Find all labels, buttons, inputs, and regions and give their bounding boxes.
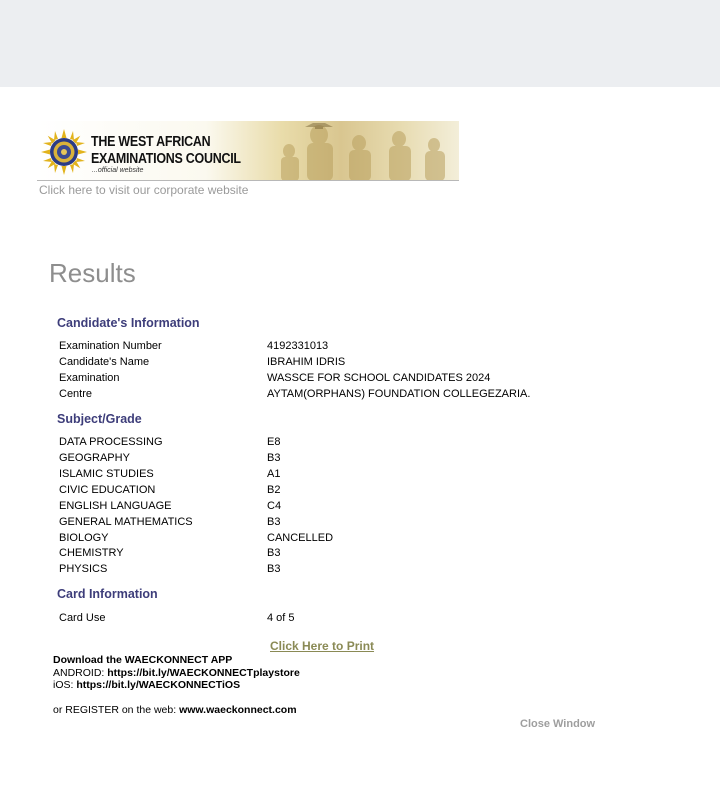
subject-grade: B3 bbox=[267, 547, 281, 559]
banner-photo bbox=[259, 121, 459, 181]
subject-name: BIOLOGY bbox=[59, 532, 109, 544]
subject-grade: B3 bbox=[267, 563, 281, 575]
row-label: Card Use bbox=[59, 612, 106, 624]
org-name-line-1: THE WEST AFRICAN bbox=[91, 134, 211, 150]
row-label: Examination bbox=[59, 372, 120, 384]
subject-name: GENERAL MATHEMATICS bbox=[59, 516, 193, 528]
subject-name: DATA PROCESSING bbox=[59, 436, 163, 448]
android-link[interactable]: https://bit.ly/WAECKONNECTplaystore bbox=[107, 667, 300, 679]
subject-grade: CANCELLED bbox=[267, 532, 334, 544]
subject-name: CIVIC EDUCATION bbox=[59, 484, 156, 496]
row-value: IBRAHIM IDRIS bbox=[267, 356, 346, 368]
subject-grade: A1 bbox=[267, 468, 281, 480]
candidate-row-exam-number bbox=[59, 338, 659, 354]
subject-name: PHYSICS bbox=[59, 563, 108, 575]
waec-seal-logo bbox=[41, 129, 87, 175]
top-bar bbox=[0, 0, 720, 87]
promo-ios bbox=[53, 679, 240, 692]
row-value: WASSCE FOR SCHOOL CANDIDATES 2024 bbox=[267, 372, 491, 384]
subject-grade: B3 bbox=[267, 452, 281, 464]
grade-row bbox=[59, 530, 659, 546]
web-link[interactable]: www.waeckonnect.com bbox=[179, 704, 297, 716]
corporate-website-link[interactable]: Click here to visit our corporate website bbox=[39, 183, 249, 197]
row-value: AYTAM(ORPHANS) FOUNDATION COLLEGEZARIA. bbox=[267, 388, 531, 400]
promo-title bbox=[53, 654, 232, 667]
grade-row bbox=[59, 514, 659, 530]
android-label: ANDROID: bbox=[53, 667, 108, 679]
candidate-row-examination bbox=[59, 370, 659, 386]
subject-name: GEOGRAPHY bbox=[59, 452, 130, 464]
row-value: 4192331013 bbox=[267, 340, 329, 352]
grade-row bbox=[59, 450, 659, 466]
waec-banner[interactable] bbox=[37, 121, 459, 181]
grade-row bbox=[59, 545, 659, 561]
card-use-row bbox=[59, 610, 659, 626]
ios-label: iOS: bbox=[53, 679, 77, 691]
grade-row bbox=[59, 561, 659, 577]
row-label: Candidate's Name bbox=[59, 356, 150, 368]
candidate-info-heading: Candidate's Information bbox=[57, 316, 200, 330]
card-info-heading: Card Information bbox=[57, 587, 158, 601]
subject-name: CHEMISTRY bbox=[59, 547, 124, 559]
page-title: Results bbox=[49, 258, 136, 288]
org-name-line-2: EXAMINATIONS COUNCIL bbox=[91, 151, 241, 167]
row-label: Centre bbox=[59, 388, 93, 400]
grade-row bbox=[59, 434, 659, 450]
org-name bbox=[91, 134, 241, 168]
subject-grade: B2 bbox=[267, 484, 281, 496]
row-value: 4 of 5 bbox=[267, 612, 295, 624]
ios-link[interactable]: https://bit.ly/WAECKONNECTiOS bbox=[76, 679, 241, 691]
grade-row bbox=[59, 498, 659, 514]
web-label: or REGISTER on the web: bbox=[53, 704, 180, 716]
subject-grade: B3 bbox=[267, 516, 281, 528]
subject-grade-heading: Subject/Grade bbox=[57, 412, 142, 426]
tagline: ...official website bbox=[92, 167, 144, 174]
promo-web bbox=[53, 704, 297, 717]
candidate-row-centre bbox=[59, 386, 659, 402]
subject-grade: C4 bbox=[267, 500, 282, 512]
subject-name: ISLAMIC STUDIES bbox=[59, 468, 154, 480]
close-window-link[interactable]: Close Window bbox=[520, 718, 596, 730]
grade-row bbox=[59, 482, 659, 498]
subject-grade: E8 bbox=[267, 436, 281, 448]
promo-title-text: Download the WAECKONNECT APP bbox=[53, 654, 233, 666]
print-link[interactable]: Click Here to Print bbox=[270, 639, 375, 653]
candidate-row-name bbox=[59, 354, 659, 370]
grade-row bbox=[59, 466, 659, 482]
subject-name: ENGLISH LANGUAGE bbox=[59, 500, 172, 512]
row-label: Examination Number bbox=[59, 340, 162, 352]
